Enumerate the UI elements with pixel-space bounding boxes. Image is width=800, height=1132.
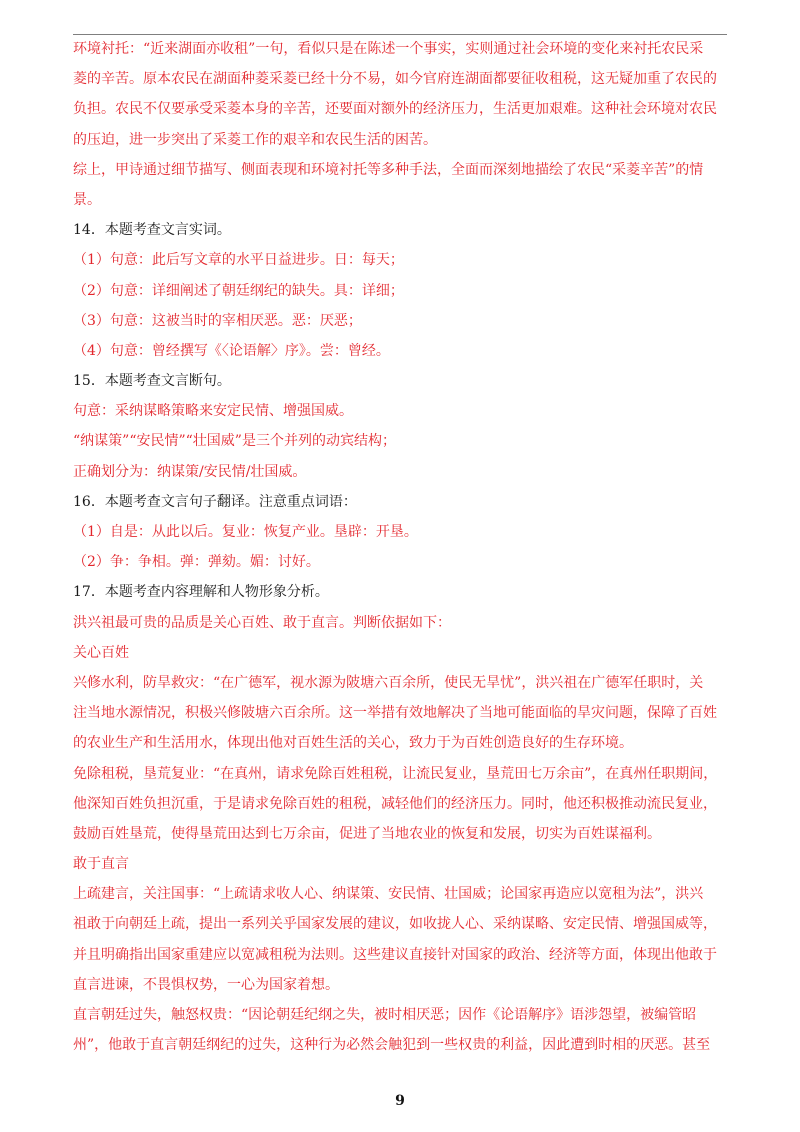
text-line: 正确划分为：纳谋策/安民情/壮国威。 — [73, 463, 307, 480]
text-line: （3）句意：这被当时的宰相厌恶。恶：厌恶； — [73, 312, 362, 329]
text-line: 句意：采纳谋略策略来安定民情、增强国威。 — [73, 403, 353, 420]
text-line: 直言进谏，不畏惧权势，一心为国家着想。 — [73, 976, 339, 993]
text-line: 鼓励百姓垦荒，使得垦荒田达到七万余亩，促进了当地农业的恢复和发展，切实为百姓谋福利。 — [73, 825, 661, 842]
page-number: 9 — [395, 1093, 405, 1109]
text-line: 环境衬托：“近来湖面亦收租”一句，看似只是在陈述一个事实，实则通过社会环境的变化来衬托农民采 — [73, 41, 704, 57]
text-line: 直言朝廷过失，触怒权贵：“因论朝廷纪纲之失，被时相厌恶；因作《论语解序》语涉怨望，被编管昭 — [73, 1007, 697, 1023]
text-line: 综上，甲诗通过细节描写、侧面表现和环境衬托等多种手法，全面而深刻地描绘了农民“采菱辛苦”的情 — [73, 161, 704, 178]
text-line: 祖敢于向朝廷上疏，提出一系列关乎国家发展的建议，如收拢人心、采纳谋略、安定民情、增强国威等， — [73, 916, 717, 933]
answer-text-body — [73, 34, 727, 1060]
text-line: 菱的辛苦。原本农民在湖面种菱采菱已经十分不易，如今官府连湖面都要征收租税，这无疑加重了农民的 — [73, 71, 717, 88]
text-line: 的农业生产和生活用水，体现出他对百姓生活的关心，致力于为百姓创造良好的生存环境。 — [73, 735, 633, 752]
text-line: 关心百姓 — [73, 644, 129, 661]
text-line: 他深知百姓负担沉重，于是请求免除百姓的租税，减轻他们的经济压力。同时，他还积极推动流民复业， — [73, 795, 717, 812]
text-line: 兴修水利，防旱救灾：“在广德军，视水源为陂塘六百余所，使民无旱忧”，洪兴祖在广德军任职时，关 — [73, 674, 704, 691]
text-line: 免除租税，垦荒复业：“在真州，请求免除百姓租税，让流民复业，垦荒田七万余亩”，在真州任职期间， — [73, 765, 718, 782]
text-line: （4）句意：曾经撰写《〈论语解〉序》。尝：曾经。 — [73, 342, 390, 359]
text-line: 并且明确指出国家重建应以宽减租税为法则。这些建议直接针对国家的政治、经济等方面，体现出他敢于 — [73, 946, 717, 963]
text-line: （1）自是：从此以后。复业：恢复产业。垦辟：开垦。 — [73, 524, 418, 540]
text-line: 16．本题考查文言句子翻译。注意重点词语： — [73, 493, 357, 510]
text-line: 敢于直言 — [73, 856, 129, 873]
text-line: “纳谋策”“安民情”“壮国威”是三个并列的动宾结构； — [73, 433, 396, 450]
text-line: 14．本题考查文言实词。 — [73, 222, 231, 239]
text-line: （2）句意：详细阐述了朝廷纲纪的缺失。具：详细； — [73, 282, 404, 299]
text-line: 州”，他敢于直言朝廷纲纪的过失，这种行为必然会触犯到一些权贵的利益，因此遭到时相的厌恶。甚至 — [73, 1037, 711, 1054]
text-line: 的压迫，进一步突出了采菱工作的艰辛和农民生活的困苦。 — [73, 131, 437, 148]
text-line: （1）句意：此后写文章的水平日益进步。日：每天； — [73, 252, 404, 269]
text-line: （2）争：争相。弹：弹劾。媚：讨好。 — [73, 554, 320, 571]
text-line: 15．本题考查文言断句。 — [73, 373, 231, 390]
text-line: 景。 — [73, 191, 101, 208]
text-line: 17．本题考查内容理解和人物形象分析。 — [73, 584, 329, 601]
text-line: 负担。农民不仅要承受采菱本身的辛苦，还要面对额外的经济压力，生活更加艰难。这种社会环境对农民 — [73, 101, 717, 118]
text-line: 上疏建言，关注国事：“上疏请求收人心、纳谋策、安民情、壮国威；论国家再造应以宽租为法”，洪兴 — [73, 886, 704, 903]
text-line: 洪兴祖最可贵的品质是关心百姓、敢于直言。判断依据如下： — [73, 614, 451, 631]
text-line: 注当地水源情况，积极兴修陂塘六百余所。这一举措有效地解决了当地可能面临的旱灾问题，保障了百姓 — [73, 705, 717, 722]
